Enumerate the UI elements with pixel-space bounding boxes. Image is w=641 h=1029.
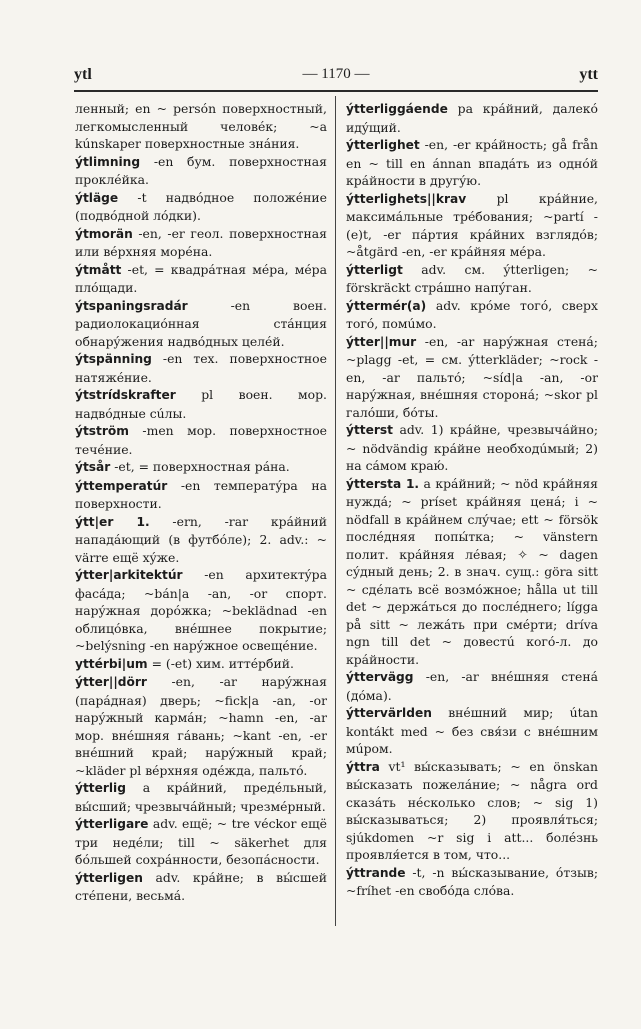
headword: ýtter||dörr: [75, 675, 147, 689]
headword: ýttermér(a): [346, 298, 427, 313]
headword: ýtläge: [75, 190, 119, 205]
definition: adv. ещё; ~ tre véckor ещё три недéли; till ~ säkerhet для бóльшей сохрáнности, безопáсности.: [75, 816, 327, 867]
headword: ýtspänning: [75, 352, 152, 366]
dictionary-entry: [346, 261, 598, 297]
dictionary-entry: [346, 758, 598, 864]
headword: ýtmått: [75, 262, 122, 277]
headword: ýttervärlden: [346, 706, 432, 720]
guide-word-left: ytl: [74, 66, 92, 83]
column-divider: [335, 96, 336, 926]
definition: -en воен. радиолокациóнная стáнция обнарýжения надвóдных целéй.: [75, 297, 327, 349]
dictionary-entry: [346, 136, 598, 190]
definition: pl воен. мор. надвóдные сúлы.: [75, 387, 327, 421]
page-header: [74, 66, 598, 92]
dictionary-entry: [75, 566, 327, 655]
headword: ýtterlighets||krav: [346, 191, 467, 206]
definition: ленный; en ~ persón поверхностный, легкомысленный человéк; ~a kúnskaper поверхностные знáния.: [75, 101, 327, 151]
definition: vt¹ вы́сказывать; ~ en önskan вы́сказать пожелáние; ~ några ord сказáть нéсколько слов; ~ sig 1) вы́сказываться; 2) проявля́ться; sjúkdomen ~r sig i att... болéзнь проявля́ется в том, что...: [346, 758, 598, 862]
definition: = (-et) хим. иттéрбий.: [151, 655, 294, 671]
headword: ýtterlighet: [346, 138, 420, 152]
definition: adv. крáйне; в вы́сшей стéпени, весьмá.: [75, 869, 327, 903]
dictionary-entry: [75, 655, 327, 674]
dictionary-entry: [346, 297, 598, 333]
dictionary-entry: [75, 869, 327, 905]
headword: ýttra: [346, 759, 380, 774]
headword: ýtter|arkitektúr: [75, 568, 183, 582]
definition: -en, -er крáйность; gå från en ~ till en ánnan впадáть из однóй крáйности в другýю.: [346, 137, 598, 188]
headword: ýtter||mur: [346, 334, 417, 349]
definition: -t, -n вы́сказывание, óтзыв; ~fríhet -en свобóда слóва.: [346, 864, 598, 898]
dictionary-entry: [346, 333, 598, 422]
page-number: — 1170 —: [302, 66, 370, 82]
definition: -en, -ar внéшняя стенá (дóма).: [346, 669, 598, 703]
headword: ýtterst: [346, 423, 393, 437]
headword: ýtterlig: [75, 781, 126, 795]
dictionary-entry: [346, 475, 598, 669]
dictionary-entry: [75, 386, 327, 422]
headword: ýtt|er 1.: [75, 514, 150, 529]
headword: ýtterligare: [75, 817, 149, 831]
dictionary-entry: [75, 225, 327, 261]
right-column: [346, 100, 598, 930]
dictionary-entry: [75, 673, 327, 779]
definition: a крáйний; ~ nöd крáйняя нуждá; ~ príset крáйняя ценá; i ~ nödfall в крáйнем слýчае; ett ~ försök послéдняя попы́тка; ~ vänstern полит. крáйняя лéвая; ✧ ~ dagen сýдный день; 2. в знач. сущ.: göra sitt ~ сдéлать всё возмóжное; hålla ut till det ~ держáться до послéднего; lígga på sitt ~ лежáть при смéрти; dríva ngn till det ~ довестú когó-л. до крáйности.: [346, 475, 598, 667]
headword: ýttemperatúr: [75, 478, 168, 493]
dictionary-entry: [75, 189, 327, 225]
dictionary-entry: [346, 668, 598, 704]
guide-word-right: ytt: [579, 66, 598, 83]
definition: -et, = квадрáтная мéра, мéра плóщади.: [75, 261, 327, 295]
headword: ýtterliggáende: [346, 102, 448, 116]
headword: ýtlimning: [75, 154, 141, 169]
definition: -ern, -rar крáйний нападáющий (в футбóле); 2. adv.: ~ värre ещё хýже.: [75, 513, 327, 565]
definition: -en бум. поверхностная проклéйка.: [75, 153, 327, 187]
headword: ýtsår: [75, 460, 111, 474]
dictionary-entry: [75, 261, 327, 297]
dictionary-entry: [75, 422, 327, 458]
definition: pa крáйний, далекó идýщий.: [346, 101, 598, 135]
definition: -men мор. поверхностное течéние.: [75, 423, 327, 457]
definition: -et, = поверхностная рáна.: [114, 459, 290, 474]
header-rule: [74, 90, 598, 92]
headword: ýttrande: [346, 865, 406, 880]
definition: -en температýра на поверхности.: [75, 477, 327, 511]
headword: ýttervägg: [346, 670, 414, 684]
dictionary-entry: [75, 458, 327, 477]
dictionary-entry: [346, 864, 598, 900]
definition: -en тех. поверхностное натяжéние.: [75, 351, 327, 385]
dictionary-entry: [75, 100, 327, 153]
dictionary-entry: [75, 350, 327, 386]
definition: adv. см. ýtterligen; ~ förskräckt стрáшно напýган.: [346, 261, 598, 295]
definition: adv. крóме тогó, сверх тогó, помúмо.: [346, 297, 598, 331]
definition: -en, -ar нарýжная стенá; ~plagg -et, = см. ýtterkläder; ~rock -en, -ar пальтó; ~síd|a -an, -or нарýжная, внéшняя сторонá; ~skor pl галóши, бóты.: [346, 333, 598, 420]
headword: ýttersta 1.: [346, 476, 420, 491]
dictionary-entry: [346, 100, 598, 136]
definition: -en, -ar нарýжная (парáдная) дверь; ~fick|a -an, -or нарýжный кармáн; ~hamn -en, -ar мор. внéшняя гáвань; ~kant -en, -er внéшний край; нарýжный край; ~kläder pl вéрхняя одéжда, пальтó.: [75, 674, 327, 778]
definition: -en, -er геол. поверхностная или вéрхняя морéна.: [75, 225, 327, 259]
headword: ýtstrídskrafter: [75, 388, 176, 402]
definition: внéшний мир; útan kontákt med ~ без свя́зи с внéшним мúром.: [346, 705, 598, 756]
headword: ýtström: [75, 424, 129, 438]
definition: pl крáйние, максимáльные трéбования; ~partí -(e)t, -er пáртия крáйних взглядóв; ~åtgärd -en, -er крáйняя мéра.: [346, 190, 598, 259]
definition: -t надвóдное положéние (подвóдной лóдки).: [75, 189, 327, 223]
headword: ýtmorän: [75, 226, 133, 241]
headword: ýtterligt: [346, 262, 403, 277]
headword: ýtterligen: [75, 870, 143, 885]
dictionary-entry: [75, 153, 327, 189]
headword: yttérbi|um: [75, 656, 148, 671]
dictionary-entry: [75, 779, 327, 815]
dictionary-entry: [75, 297, 327, 351]
dictionary-entry: [346, 190, 598, 261]
dictionary-entry: [346, 421, 598, 475]
dictionary-entry: [346, 704, 598, 758]
dictionary-entry: [75, 513, 327, 567]
definition: -en архитектýра фасáда; ~bán|a -an, -or спорт. нарýжная дорóжка; ~beklädnad -en облицóвка, внéшнее покрытие; ~belýsning -en нарýжное освещéние.: [75, 567, 327, 653]
definition: a крáйний, предéльный, вы́сший; чрезвычáйный; чрезмéрный.: [75, 780, 327, 814]
headword: ýtspaningsradár: [75, 298, 188, 313]
dictionary-entry: [75, 815, 327, 869]
definition: adv. 1) крáйне, чрезвычáйно; ~ nödvändig крáйне необходúмый; 2) на сáмом краю́.: [346, 422, 598, 473]
dictionary-entry: [75, 477, 327, 513]
left-column: [75, 100, 327, 930]
